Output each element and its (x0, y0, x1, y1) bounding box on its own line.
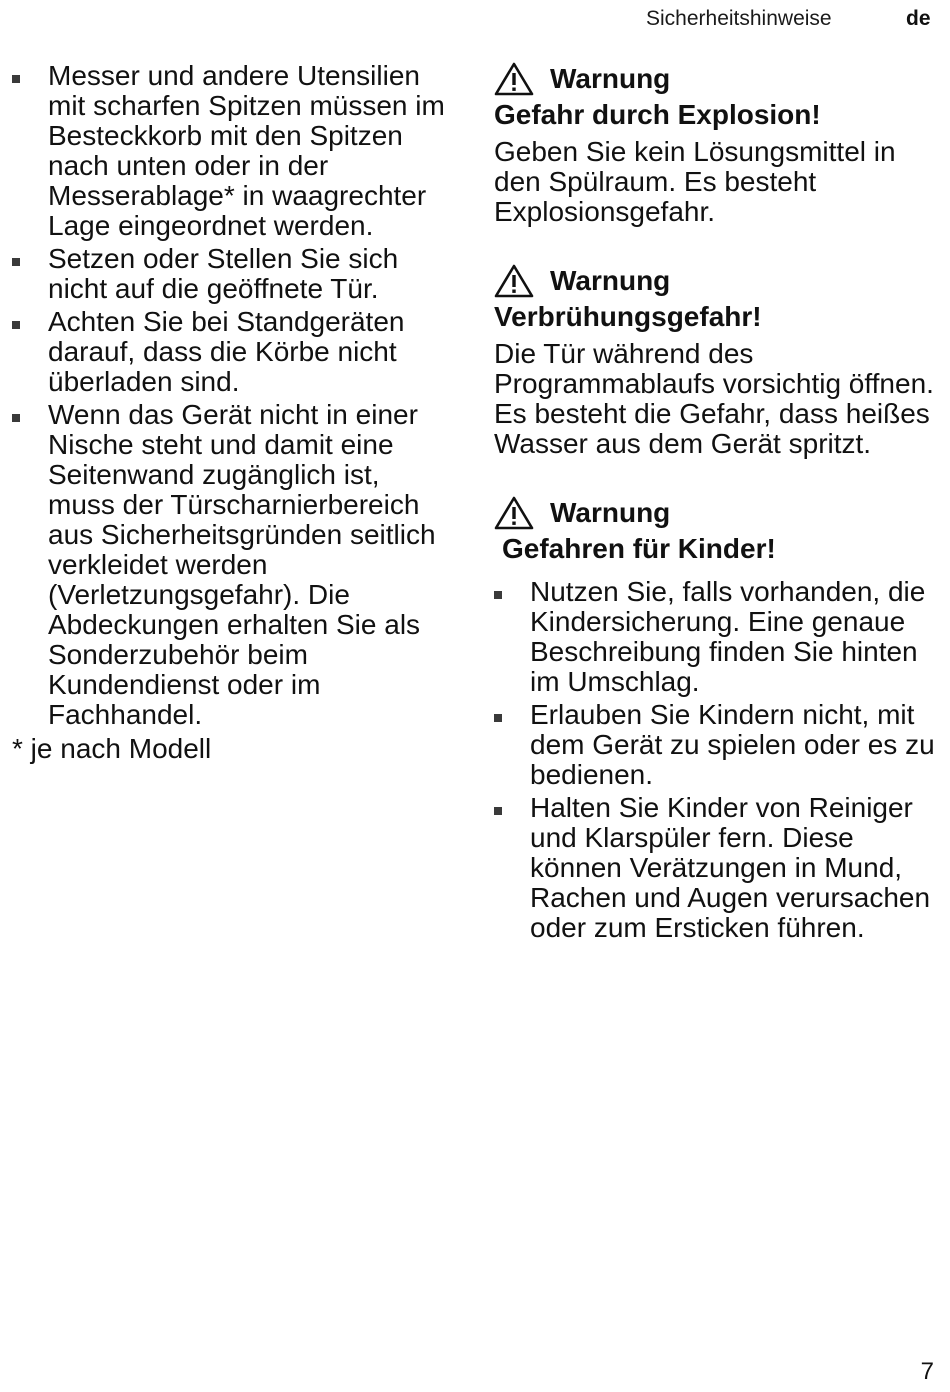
list-item (12, 244, 452, 304)
warning-block-explosion (494, 61, 939, 227)
list-item-text: Setzen oder Stellen Sie sich nicht auf die geöffnete Tür. (48, 243, 399, 304)
list-item-text: Achten Sie bei Standgeräten darauf, dass die Körbe nicht überladen sind. (48, 306, 405, 397)
warning-heading (494, 263, 939, 299)
safety-bullet-list (12, 61, 452, 730)
footnote: * je nach Modell (12, 733, 212, 764)
list-item-text: Halten Sie Kinder von Reiniger und Klarspüler fern. Diese können Verätzungen in Mund, Rachen und Augen verursachen oder zum Ersticken führen. (530, 792, 931, 943)
list-item-text: Erlauben Sie Kindern nicht, mit dem Gerät zu spielen oder es zu bedienen. (530, 699, 935, 790)
list-item-text: Nutzen Sie, falls vorhanden, die Kindersicherung. Eine genaue Beschreibung finden Sie hinten im Umschlag. (530, 576, 926, 697)
list-item-text: Messer und andere Utensilien mit scharfen Spitzen müssen im Besteckkorb mit den Spitzen nach unten oder in der Messerablage* in waagrechter Lage eingeordnet werden. (48, 60, 445, 241)
list-item (494, 577, 939, 697)
warning-label: Warnung (550, 63, 671, 94)
children-safety-bullet-list (494, 577, 939, 943)
warning-triangle-icon (494, 496, 534, 530)
page-number: 7 (920, 1358, 934, 1385)
warning-label: Warnung (550, 265, 671, 296)
list-item-text: Wenn das Gerät nicht in einer Nische steht und damit eine Seitenwand zugänglich ist, muss der Türscharnierbereich aus Sicherheitsgründen seitlich verkleidet werden (Verletzungsgefahr). Die Abdeckungen erhalten Sie als Sonderzubehör beim Kundendienst oder im Fachhandel. (48, 399, 436, 730)
warning-body: Geben Sie kein Lösungsmittel in den Spülraum. Es besteht Explosionsgefahr. (494, 136, 896, 227)
left-column (12, 61, 452, 764)
warning-triangle-icon (494, 264, 534, 298)
list-item (494, 700, 939, 790)
square-bullet-icon (494, 591, 502, 599)
running-header-language: de (906, 7, 931, 30)
list-item (494, 793, 939, 943)
square-bullet-icon (494, 714, 502, 722)
warning-heading (494, 495, 939, 531)
warning-body: Die Tür während des Programmablaufs vorsichtig öffnen. Es besteht die Gefahr, dass heißes Wasser aus dem Gerät spritzt. (494, 338, 934, 459)
list-item (12, 61, 452, 241)
warning-heading (494, 61, 939, 97)
warning-title: Verbrühungsgefahr! (494, 301, 762, 332)
list-item (12, 307, 452, 397)
right-column (494, 61, 939, 979)
warning-label: Warnung (550, 497, 671, 528)
warning-triangle-icon (494, 62, 534, 96)
warning-block-scalding (494, 263, 939, 459)
list-item (12, 400, 452, 730)
square-bullet-icon (12, 414, 20, 422)
square-bullet-icon (12, 75, 20, 83)
warning-title: Gefahren für Kinder! (502, 533, 776, 564)
square-bullet-icon (12, 321, 20, 329)
square-bullet-icon (12, 258, 20, 266)
warning-title: Gefahr durch Explosion! (494, 99, 821, 130)
square-bullet-icon (494, 807, 502, 815)
running-header-section: Sicherheitshinweise (646, 7, 832, 30)
warning-block-children (494, 495, 939, 943)
